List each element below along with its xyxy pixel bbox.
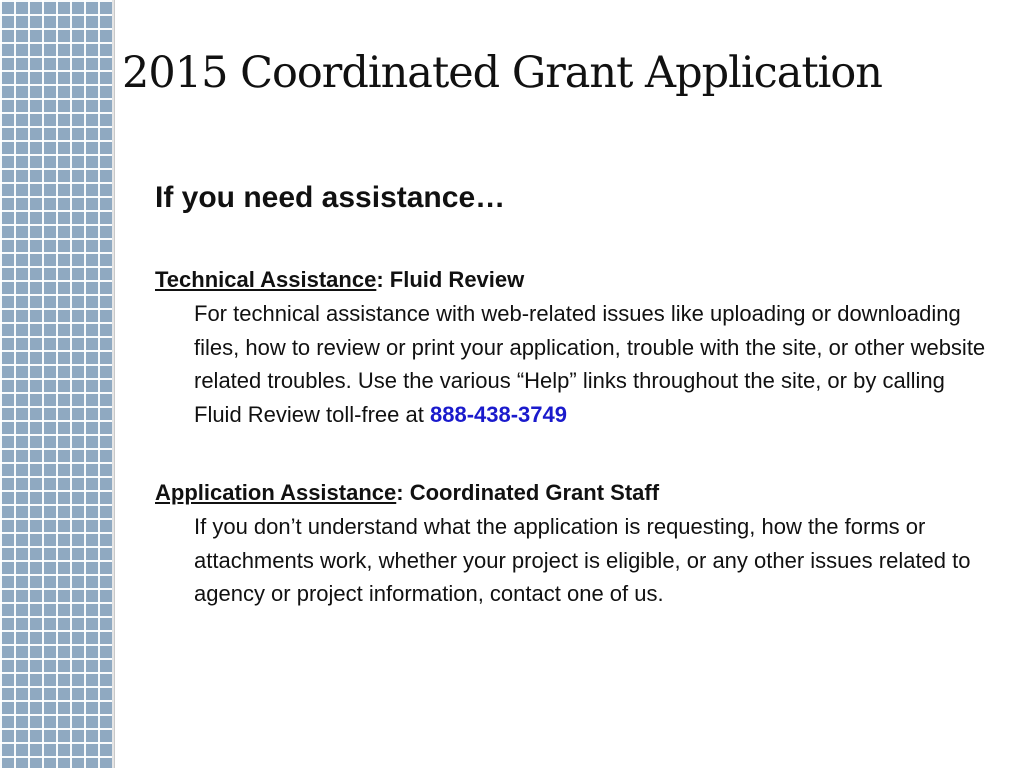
technical-assistance-text: For technical assistance with web-related issues like uploading or downloading files, how to review or print your application, trouble with the site, or other website related troubles. Use the various “Help” links throughout the site, or by calling Fluid Review toll-free at	[194, 301, 986, 427]
technical-assistance-provider: Fluid Review	[389, 267, 525, 292]
technical-assistance-separator: :	[376, 267, 390, 292]
technical-assistance-body	[194, 297, 994, 431]
technical-assistance-section	[155, 265, 1005, 431]
application-assistance-title	[155, 478, 1005, 508]
technical-assistance-title	[155, 265, 1005, 295]
application-assistance-body: If you don’t understand what the application is requesting, how the forms or attachments work, whether your project is eligible, or any other issues related to agency or project information, contact one of us.	[194, 514, 971, 606]
phone-number-link[interactable]: 888-438-3749	[429, 401, 567, 427]
application-assistance-section	[155, 478, 1005, 611]
application-assistance-label: Application Assistance	[155, 480, 397, 505]
slide-content	[155, 181, 1005, 611]
assistance-heading: If you need assistance…	[155, 181, 506, 214]
application-assistance-separator: :	[396, 480, 410, 505]
section-spacer	[155, 431, 1005, 478]
technical-assistance-label: Technical Assistance	[155, 267, 377, 292]
decorative-grid-sidebar	[0, 0, 112, 768]
slide-title: 2015 Coordinated Grant Application	[122, 48, 882, 98]
application-assistance-provider: Coordinated Grant Staff	[409, 480, 660, 505]
